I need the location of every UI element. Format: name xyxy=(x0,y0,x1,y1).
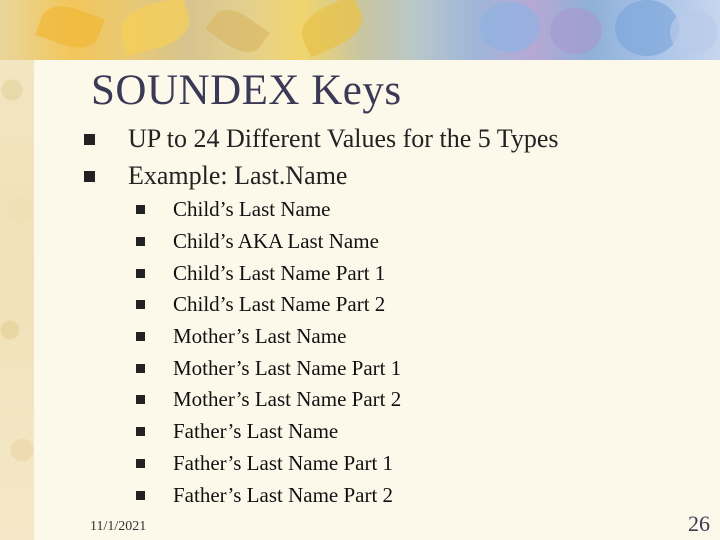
bullet-text: Example: Last.Name xyxy=(128,161,348,190)
square-bullet-icon xyxy=(136,332,145,341)
sub-bullet-text: Child’s Last Name Part 1 xyxy=(173,261,386,285)
square-bullet-icon xyxy=(136,491,145,500)
page-number: 26 xyxy=(688,511,710,536)
sub-bullet-text: Child’s AKA Last Name xyxy=(173,229,379,253)
square-bullet-icon xyxy=(136,364,145,373)
square-bullet-icon xyxy=(136,237,145,246)
square-bullet-icon xyxy=(84,171,95,182)
square-bullet-icon xyxy=(136,300,145,309)
square-bullet-icon xyxy=(136,395,145,404)
bullet-text: UP to 24 Different Values for the 5 Types xyxy=(128,124,559,153)
footer-date: 11/1/2021 xyxy=(90,519,147,534)
square-bullet-icon xyxy=(136,269,145,278)
sub-bullet-text: Father’s Last Name Part 1 xyxy=(173,451,394,475)
sub-bullet-text: Child’s Last Name Part 2 xyxy=(173,292,386,316)
square-bullet-icon xyxy=(136,427,145,436)
sub-bullet-text: Child’s Last Name xyxy=(173,197,331,221)
sub-bullet-text: Mother’s Last Name Part 2 xyxy=(173,387,402,411)
decorative-top-banner xyxy=(0,0,720,60)
sub-bullet-text: Mother’s Last Name xyxy=(173,324,347,348)
square-bullet-icon xyxy=(136,205,145,214)
decorative-left-strip xyxy=(0,0,34,540)
square-bullet-icon xyxy=(84,134,95,145)
sub-bullet-text: Father’s Last Name xyxy=(173,419,339,443)
sub-bullet-text: Father’s Last Name Part 2 xyxy=(173,483,394,507)
sub-bullet-text: Mother’s Last Name Part 1 xyxy=(173,356,402,380)
square-bullet-icon xyxy=(136,459,145,468)
slide-title: SOUNDEX Keys xyxy=(91,67,402,114)
